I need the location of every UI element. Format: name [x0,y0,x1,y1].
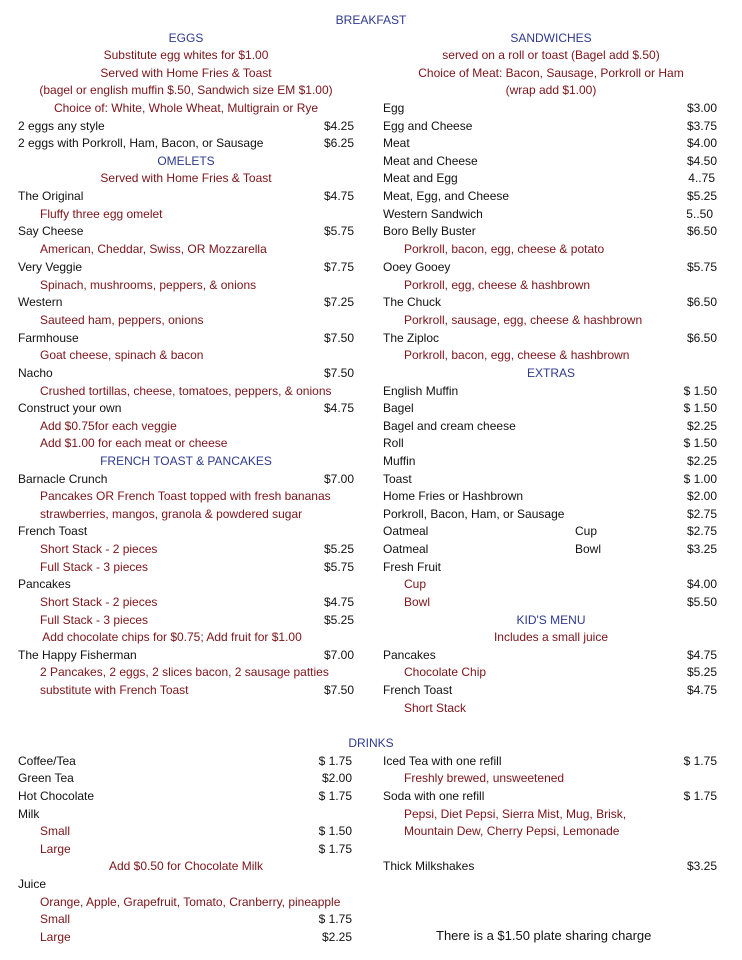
item-price: $2.25 [321,930,352,944]
item-description: Pepsi, Diet Pepsi, Sierra Mist, Mug, Brisk, [404,807,627,821]
menu-item [383,418,717,435]
item-price: $4.75 [323,595,354,609]
item-name: Large [40,930,71,944]
item-name: Coffee/Tea [18,754,76,768]
item-price: $4.75 [323,401,354,415]
item-price: $2.75 [686,507,717,521]
menu-item [383,435,717,452]
item-description: Add $1.00 for each meat or cheese [40,436,228,450]
menu-item [18,647,354,664]
item-name: Very Veggie [18,260,83,274]
kids-heading: KID'S MENU [516,613,586,627]
menu-item [383,383,717,400]
item-description: 2 Pancakes, 2 eggs, 2 slices bacon, 2 sausage patties [40,665,329,679]
item-description: Crushed tortillas, cheese, tomatoes, peppers, & onions [40,384,332,398]
menu-item [383,400,717,417]
item-name: Short Stack - 2 pieces [40,595,158,609]
item-price: $2.25 [686,454,717,468]
item-name: Iced Tea with one refill [383,754,502,768]
item-price: 4..75 [688,171,715,185]
item-name: Thick Milkshakes [383,859,475,873]
eggs-note: Served with Home Fries & Toast [100,66,272,80]
french-toast-heading: FRENCH TOAST & PANCAKES [100,454,272,468]
menu-item [18,753,352,770]
eggs-note: Choice of: White, Whole Wheat, Multigrain or Rye [53,101,319,115]
menu-item [383,153,717,170]
item-price: $5.75 [323,560,354,574]
menu-item [383,488,717,505]
item-price: $5.25 [686,665,717,679]
menu-item [18,188,354,205]
item-description: Porkroll, egg, cheese & hashbrown [404,278,591,292]
item-price: $ 1.50 [318,824,352,838]
menu-item [40,823,352,840]
eggs-note: Substitute egg whites for $1.00 [103,48,269,62]
menu-item [40,541,354,558]
menu-item [383,188,717,205]
item-name: substitute with French Toast [40,683,189,697]
item-name: Oatmeal [383,542,429,556]
item-price: $ 1.75 [318,789,352,803]
menu-item [383,100,717,117]
item-price: $ 1.50 [683,401,717,415]
item-price: $7.50 [323,366,354,380]
item-name: Meat [383,136,410,150]
fresh-fruit-label: Fresh Fruit [383,560,442,574]
menu-item [383,135,717,152]
menu-item [18,400,354,417]
eggs-heading: EGGS [168,31,204,45]
juice-flavors: Orange, Apple, Grapefruit, Tomato, Cranberry, pineapple [40,895,341,909]
item-price: $3.25 [686,859,717,873]
item-name: Small [40,912,71,926]
extras-heading: EXTRAS [526,366,575,380]
sandwiches-heading: SANDWICHES [510,31,592,45]
item-name: The Ziploc [383,331,440,345]
menu-item [383,453,717,470]
menu-item [40,841,352,858]
sandwiches-note: served on a roll or toast (Bagel add $.50) [442,48,660,62]
menu-item [18,118,354,135]
menu-item [18,294,354,311]
menu-item [383,471,717,488]
addon-note: Add chocolate chips for $0.75; Add fruit for $1.00 [42,630,302,644]
item-description: Mountain Dew, Cherry Pepsi, Lemonade [404,824,620,838]
item-price: $ 1.75 [318,912,352,926]
item-name: 2 eggs with Porkroll, Ham, Bacon, or Sausage [18,136,264,150]
item-price: $2.25 [686,419,717,433]
item-price: $7.75 [323,260,354,274]
item-name: The Original [18,189,84,203]
menu-item [40,929,352,946]
kids-note: Includes a small juice [493,630,609,644]
milk-label: Milk [18,807,40,821]
menu-item [383,788,717,805]
menu-item [18,471,354,488]
juice-label: Juice [18,877,47,891]
item-price: $5.50 [686,595,717,609]
item-price: $7.00 [323,472,354,486]
item-name: Full Stack - 3 pieces [40,560,149,574]
item-description: Sauteed ham, peppers, onions [40,313,204,327]
item-name: English Muffin [383,384,459,398]
menu-item [383,647,717,664]
item-description: Porkroll, bacon, egg, cheese & potato [404,242,605,256]
item-price: $ 1.75 [683,789,717,803]
pancakes-label: Pancakes [18,577,71,591]
item-size: Cup [575,524,598,538]
item-price: $4.50 [686,154,717,168]
item-description: Fluffy three egg omelet [40,207,163,221]
eggs-note: (bagel or english muffin $.50, Sandwich size EM $1.00) [39,83,333,97]
item-price: $6.50 [686,224,717,238]
item-price: $2.00 [686,489,717,503]
item-price: $7.50 [323,331,354,345]
item-price: $7.50 [323,683,354,697]
menu-item [404,664,717,681]
item-name: 2 eggs any style [18,119,105,133]
menu-item [383,523,717,540]
item-price: $ 1.50 [683,436,717,450]
item-name: Soda with one refill [383,789,485,803]
item-name: Roll [383,436,404,450]
item-name: Bagel and cream cheese [383,419,516,433]
item-name: Home Fries or Hashbrown [383,489,524,503]
item-size: Bowl [575,542,602,556]
item-price: $4.75 [686,648,717,662]
item-name: The Happy Fisherman [18,648,137,662]
menu-item [383,118,717,135]
item-price: $5.75 [686,260,717,274]
item-price: $7.25 [323,295,354,309]
menu-item [383,682,717,699]
item-price: $6.50 [686,331,717,345]
item-name: Meat and Egg [383,171,458,185]
breakfast-title: BREAKFAST [335,13,407,27]
menu-item [18,135,354,152]
item-name: French Toast [383,683,453,697]
item-name: Construct your own [18,401,122,415]
item-name: Western [18,295,63,309]
item-name: Pancakes [383,648,436,662]
item-price: $ 1.75 [318,842,352,856]
menu-item [383,223,717,240]
drinks-heading: DRINKS [348,736,394,750]
item-name: Toast [383,472,412,486]
item-name: The Chuck [383,295,442,309]
item-name: Porkroll, Bacon, Ham, or Sausage [383,507,565,521]
item-price: $2.00 [321,771,352,785]
item-name: Meat and Cheese [383,154,478,168]
menu-item [40,559,354,576]
menu-item [18,770,352,787]
item-name: Green Tea [18,771,74,785]
item-description: Freshly brewed, unsweetened [404,771,565,785]
sharing-charge-note: There is a $1.50 plate sharing charge [436,928,652,943]
menu-item [383,858,717,875]
item-price: $4.00 [686,577,717,591]
french-toast-label: French Toast [18,524,88,538]
item-description: Porkroll, sausage, egg, cheese & hashbrown [404,313,643,327]
item-name: Egg and Cheese [383,119,473,133]
menu-item [40,911,352,928]
menu-item [40,594,354,611]
menu-item [18,365,354,382]
menu-item [40,612,354,629]
item-description: strawberries, mangos, granola & powdered sugar [40,507,303,521]
item-name: Small [40,824,71,838]
menu-item [383,170,717,187]
item-name: Western Sandwich [383,207,483,221]
item-description: Short Stack [404,701,467,715]
item-price: $6.25 [323,136,354,150]
item-name: Cup [404,577,427,591]
item-price: $4.75 [686,683,717,697]
omelets-heading: OMELETS [157,154,215,168]
item-name: Farmhouse [18,331,79,345]
item-description: Spinach, mushrooms, peppers, & onions [40,278,257,292]
item-description: Add $0.75for each veggie [40,419,177,433]
item-description: Pancakes OR French Toast topped with fresh bananas [40,489,331,503]
menu-item [404,576,717,593]
item-name: Chocolate Chip [404,665,487,679]
menu-item [383,206,717,223]
sandwiches-note: (wrap add $1.00) [505,83,597,97]
menu-item [383,753,717,770]
item-price: $4.25 [323,119,354,133]
item-name: Bowl [404,595,431,609]
item-name: Bagel [383,401,414,415]
item-name: Hot Chocolate [18,789,95,803]
menu-item [383,506,717,523]
item-description: Porkroll, bacon, egg, cheese & hashbrown [404,348,630,362]
item-name: Full Stack - 3 pieces [40,613,149,627]
omelets-note: Served with Home Fries & Toast [100,171,272,185]
item-name: Oatmeal [383,524,429,538]
item-name: Nacho [18,366,53,380]
menu-item [404,594,717,611]
menu-item [18,259,354,276]
sandwiches-note: Choice of Meat: Bacon, Sausage, Porkroll or Ham [418,66,684,80]
item-price: 5..50 [686,207,713,221]
item-name: Muffin [383,454,416,468]
item-name: Egg [383,101,405,115]
menu-item [18,223,354,240]
item-price: $5.25 [686,189,717,203]
item-price: $3.75 [686,119,717,133]
item-price: $4.00 [686,136,717,150]
menu-item [383,259,717,276]
item-name: Ooey Gooey [383,260,451,274]
item-name: Boro Belly Buster [383,224,476,238]
item-price: $ 1.75 [318,754,352,768]
item-price: $5.25 [323,613,354,627]
milk-note: Add $0.50 for Chocolate Milk [108,859,264,873]
item-name: Short Stack - 2 pieces [40,542,158,556]
item-price: $ 1.50 [683,384,717,398]
item-price: $3.00 [686,101,717,115]
item-price: $3.25 [686,542,717,556]
item-name: Say Cheese [18,224,84,238]
item-price: $6.50 [686,295,717,309]
menu-item [383,330,717,347]
item-price: $ 1.00 [683,472,717,486]
item-price: $ 1.75 [683,754,717,768]
item-price: $5.75 [323,224,354,238]
menu-item [18,330,354,347]
menu-item [18,788,352,805]
menu-item [383,541,717,558]
item-description: Goat cheese, spinach & bacon [40,348,204,362]
item-description: American, Cheddar, Swiss, OR Mozzarella [40,242,267,256]
item-price: $2.75 [686,524,717,538]
item-name: Barnacle Crunch [18,472,108,486]
item-price: $7.00 [323,648,354,662]
item-price: $4.75 [323,189,354,203]
item-price: $5.25 [323,542,354,556]
item-name: Meat, Egg, and Cheese [383,189,510,203]
item-name: Large [40,842,71,856]
menu-item [383,294,717,311]
menu-item [40,682,354,699]
